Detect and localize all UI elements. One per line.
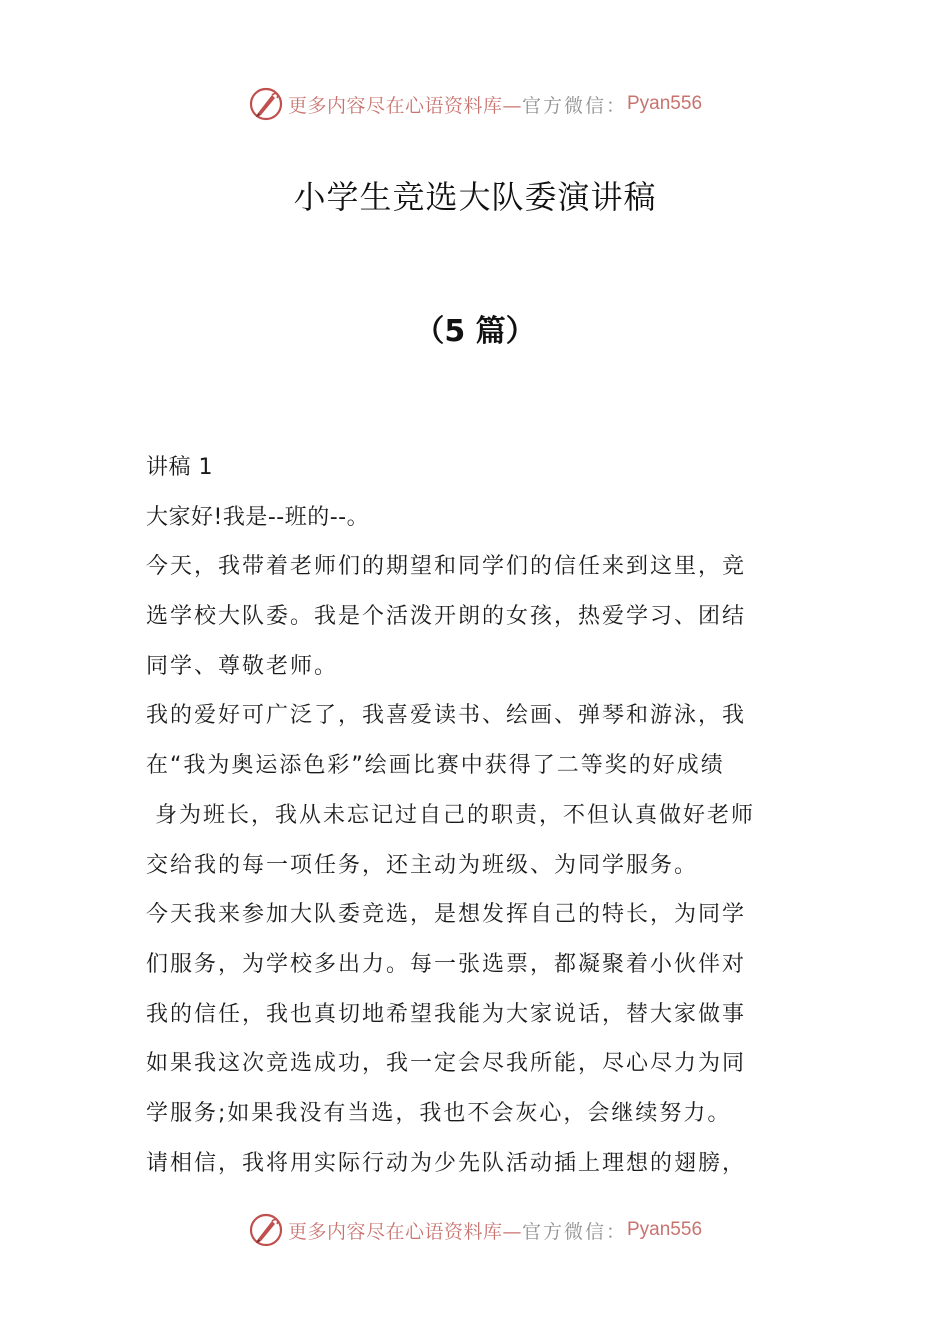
banner-wechat-id: Pyan556 [627, 93, 703, 114]
banner-wechat-label: 官方微信： [521, 1220, 627, 1243]
text-line: 们服务，为学校多出力。每一张选票，都凝聚着小伙伴对 [146, 951, 747, 977]
document-subtitle: （5 篇） [414, 314, 536, 349]
header-watermark [0, 84, 950, 124]
document-title: 小学生竞选大队委演讲稿 [293, 178, 657, 216]
text-line: 今天，我带着老师们的期望和同学们的信任来到这里，竞 [146, 554, 747, 580]
banner-text: 更多内容尽在心语资料库— [287, 1220, 522, 1243]
banner-text: 更多内容尽在心语资料库— [287, 94, 522, 117]
text-line: 大家好!我是--班的--。 [146, 504, 370, 530]
banner-wechat-id: Pyan556 [627, 1219, 703, 1240]
quill-logo-icon [248, 1212, 284, 1248]
text-line: 今天我来参加大队委竞选，是想发挥自己的特长，为同学 [146, 902, 747, 928]
document-body [146, 448, 806, 1193]
banner-wechat-label: 官方微信： [521, 94, 627, 117]
text-line: 请相信，我将用实际行动为少先队活动插上理想的翅膀， [146, 1150, 747, 1176]
text-line: 同学、尊敬老师。 [146, 653, 339, 679]
section-heading: 讲稿 1 [146, 455, 213, 480]
quill-logo-icon [248, 86, 284, 122]
text-line: 交给我的每一项任务，还主动为班级、为同学服务。 [146, 852, 699, 878]
text-line: 如果我这次竞选成功，我一定会尽我所能，尽心尽力为同 [146, 1051, 747, 1077]
text-line: 我的爱好可广泛了，我喜爱读书、绘画、弹琴和游泳，我 [146, 703, 747, 729]
text-line: 在“我为奥运添色彩”绘画比赛中获得了二等奖的好成绩 [146, 753, 725, 779]
text-line: 我的信任，我也真切地希望我能为大家说话，替大家做事 [146, 1001, 747, 1027]
text-line: 学服务;如果我没有当选，我也不会灰心，会继续努力。 [146, 1100, 732, 1126]
footer-watermark [0, 1210, 950, 1250]
text-line: 身为班长，我从未忘记过自己的职责，不但认真做好老师 [146, 802, 755, 828]
text-line: 选学校大队委。我是个活泼开朗的女孩，热爱学习、团结 [146, 604, 747, 630]
